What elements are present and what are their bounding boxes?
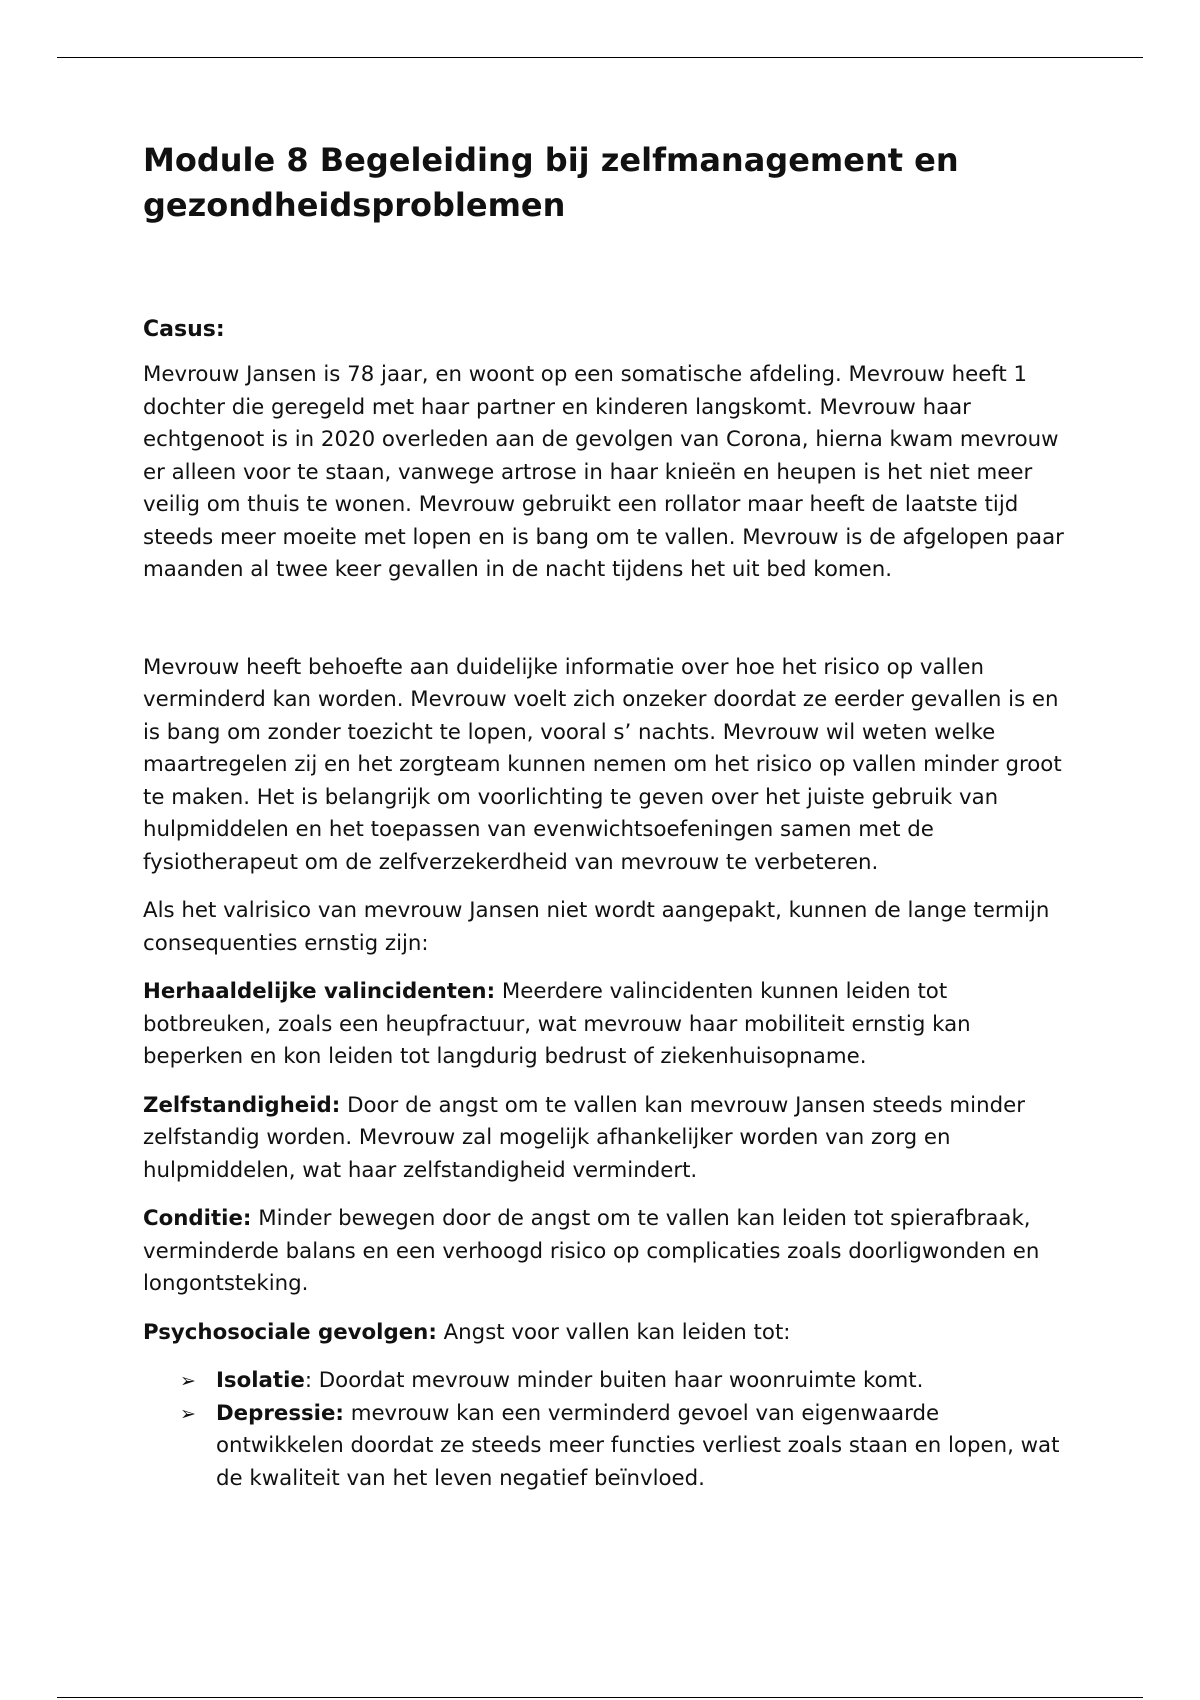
consequence-label: Zelfstandigheid: (143, 1092, 341, 1118)
consequence-text: Meerdere valincidenten kunnen leiden tot botbreuken, zoals een heupfractuur, wat mevrouw haar mobiliteit ernstig kan beperken en kon leiden tot langdurig bedrust of ziekenhuisopname. (143, 979, 971, 1069)
header-rule (57, 57, 1143, 58)
consequence-falls (143, 976, 1073, 1074)
consequence-psychosocial (143, 1317, 1073, 1350)
list-item-text: : Doordat mevrouw minder buiten haar woonruimte komt. (304, 1368, 924, 1393)
casus-paragraph-2: Mevrouw heeft behoefte aan duidelijke informatie over hoe het risico op vallen verminderd kan worden. Mevrouw voelt zich onzeker doordat ze eerder gevallen is en is bang om zonder toezicht te lopen, vooral s’ nachts. Mevrouw wil weten welke maartregelen zij en het zorgteam kunnen nemen om het risico op vallen minder groot te maken. Het is belangrijk om voorlichting te geven over het juiste gebruik van hulpmiddelen en het toepassen van evenwichtsoefeningen samen met de fysiotherapeut om de zelfverzekerdheid van mevrouw te verbeteren. (143, 654, 1062, 875)
list-item-label: Isolatie (216, 1368, 305, 1393)
arrow-bullet-icon: ➢ (180, 1402, 196, 1425)
footer-rule (57, 1697, 1143, 1698)
document-body (143, 138, 1073, 1495)
arrow-bullet-icon: ➢ (180, 1370, 196, 1392)
consequence-condition (143, 1203, 1073, 1301)
list-item-label: Depressie: (216, 1400, 344, 1426)
consequence-text: Minder bewegen door de angst om te vallen kan leiden tot spierafbraak, verminderde balans en een verhoogd risico op complicaties zoals doorligwonden en longontsteking. (143, 1206, 1040, 1296)
consequence-label: Conditie: (143, 1206, 252, 1231)
casus-paragraph-3: Als het valrisico van mevrouw Jansen niet wordt aangepakt, kunnen de lange termijn consequenties ernstig zijn: (143, 898, 1050, 956)
casus-paragraph-1: Mevrouw Jansen is 78 jaar, en woont op een somatische afdeling. Mevrouw heeft 1 dochter die geregeld met haar partner en kinderen langskomt. Mevrouw haar echtgenoot is in 2020 overleden aan de gevolgen van Corona, hierna kwam mevrouw er alleen voor te staan, vanwege artrose in haar knieën en heupen is het niet meer veilig om thuis te wonen. Mevrouw gebruikt een rollator maar heeft de laatste tijd steeds meer moeite met lopen en is bang om te vallen. Mevrouw is de afgelopen paar maanden al twee keer gevallen in de nacht tijdens het uit bed komen. (143, 362, 1064, 582)
page-title: Module 8 Begeleiding bij zelfmanagement en gezondheidsproblemen (143, 141, 959, 224)
consequence-text: Door de angst om te vallen kan mevrouw Jansen steeds minder zelfstandig worden. Mevrouw zal mogelijk afhankelijker worden van zorg en hulpmiddelen, wat haar zelfstandigheid vermindert. (143, 1092, 1025, 1183)
consequence-text: Angst voor vallen kan leiden tot: (436, 1319, 791, 1345)
consequence-independence (143, 1090, 1073, 1188)
psychosocial-list (143, 1365, 1073, 1495)
casus-label: Casus: (143, 317, 225, 342)
list-item (180, 1398, 1073, 1496)
list-item (180, 1365, 1073, 1398)
list-item-text: mevrouw kan een verminderd gevoel van eigenwaarde ontwikkelen doordat ze steeds meer functies verliest zoals staan en lopen, wat de kwaliteit van het leven negatief beïnvloed. (216, 1400, 1060, 1491)
consequence-label: Herhaaldelijke valincidenten: (143, 979, 496, 1004)
consequence-label: Psychosociale gevolgen: (143, 1319, 437, 1345)
